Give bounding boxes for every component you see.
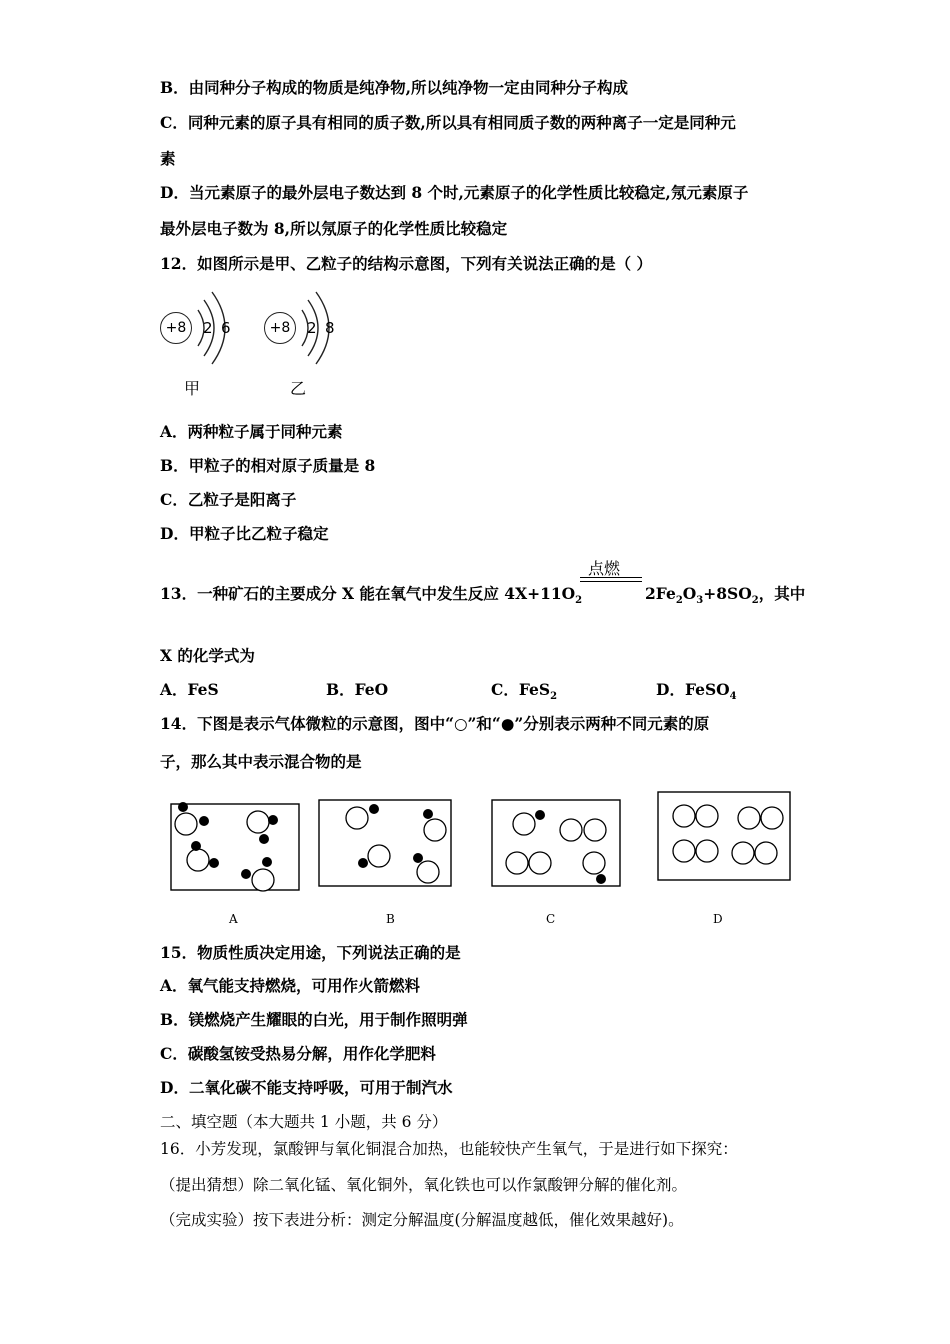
shell2-yi: 8 bbox=[325, 319, 335, 337]
q11-option-d-line1: D．当元素原子的最外层电子数达到 8 个时,元素原子的化学性质比较稳定,氖元素原子 bbox=[160, 183, 749, 202]
q13-stem bbox=[160, 584, 583, 607]
q16-experiment: （完成实验）按下表进分析：测定分解温度(分解温度越低，催化效果越好)。 bbox=[160, 1211, 684, 1229]
q13-option-c bbox=[491, 680, 558, 703]
q13-product-o: O bbox=[682, 584, 697, 603]
label-yi: 乙 bbox=[290, 379, 307, 398]
q11-option-c-line2: 素 bbox=[160, 149, 176, 168]
q13-tail: ，其中 bbox=[758, 584, 806, 603]
q13-option-d-sub: 4 bbox=[729, 691, 737, 703]
q13-product-so: +8SO bbox=[703, 584, 752, 603]
box-label-b: B bbox=[386, 912, 395, 926]
label-jia: 甲 bbox=[184, 379, 201, 398]
particle-box-a bbox=[170, 800, 300, 892]
q11-option-b: B．由同种分子构成的物质是纯净物,所以纯净物一定由同种分子构成 bbox=[160, 78, 628, 97]
q13-sub-fe: 2 bbox=[675, 595, 683, 607]
q12-option-b: B．甲粒子的相对原子质量是 8 bbox=[160, 456, 376, 475]
q13-option-a: A．FeS bbox=[160, 680, 219, 699]
q15-option-a: A．氧气能支持燃烧，可用作火箭燃料 bbox=[160, 976, 421, 995]
box-label-c: C bbox=[546, 912, 556, 926]
q15-stem: 15．物质性质决定用途，下列说法正确的是 bbox=[160, 943, 461, 962]
q13-line2: X 的化学式为 bbox=[160, 646, 255, 665]
equals-line-bottom bbox=[580, 581, 642, 582]
q13-sub-so: 2 bbox=[751, 595, 759, 607]
nucleus-jia: +8 bbox=[160, 312, 192, 344]
q13-option-c-sub: 2 bbox=[550, 691, 558, 703]
q13-product-fe: 2Fe bbox=[645, 584, 676, 603]
q16-stem: 16．小芳发现，氯酸钾与氧化铜混合加热，也能较快产生氧气，于是进行如下探究： bbox=[160, 1140, 738, 1158]
q12-option-c: C．乙粒子是阳离子 bbox=[160, 490, 297, 509]
q16-hypothesis: （提出猜想）除二氧化锰、氧化铜外，氧化铁也可以作氯酸钾分解的催化剂。 bbox=[160, 1176, 688, 1194]
q12-option-d: D．甲粒子比乙粒子稳定 bbox=[160, 524, 329, 543]
q14-stem-line1: 14．下图是表示气体微粒的示意图，图中“○”和“●”分别表示两种不同元素的原 bbox=[160, 714, 710, 733]
q13-stem-prefix: 13．一种矿石的主要成分 X 能在氧气中发生反应 4X+11O bbox=[160, 584, 576, 603]
shell1-jia: 2 bbox=[203, 319, 213, 337]
q13-o2-sub: 2 bbox=[575, 595, 583, 607]
box-label-a: A bbox=[229, 912, 238, 926]
q11-option-c-line1: C．同种元素的原子具有相同的质子数,所以具有相同质子数的两种离子一定是同种元 bbox=[160, 113, 736, 132]
box-label-d: D bbox=[713, 912, 723, 926]
q13-option-d bbox=[656, 680, 737, 703]
particle-box-d bbox=[657, 788, 791, 882]
reaction-condition: 点燃 bbox=[588, 559, 621, 578]
q15-option-c: C．碳酸氢铵受热易分解，用作化学肥料 bbox=[160, 1044, 436, 1063]
particle-box-c bbox=[491, 796, 621, 888]
nucleus-yi: +8 bbox=[264, 312, 296, 344]
q13-option-b: B．FeO bbox=[326, 680, 389, 699]
q12-option-a: A．两种粒子属于同种元素 bbox=[160, 422, 343, 441]
q15-option-b: B．镁燃烧产生耀眼的白光，用于制作照明弹 bbox=[160, 1010, 468, 1029]
shell1-yi: 2 bbox=[307, 319, 317, 337]
q13-sub-o: 3 bbox=[696, 595, 704, 607]
equals-line-top bbox=[580, 577, 642, 578]
section-heading: 二、填空题（本大题共 1 小题，共 6 分） bbox=[160, 1113, 448, 1131]
q14-stem-line2: 子，那么其中表示混合物的是 bbox=[160, 752, 362, 771]
shell2-jia: 6 bbox=[221, 319, 231, 337]
q12-stem: 12．如图所示是甲、乙粒子的结构示意图，下列有关说法正确的是（ ） bbox=[160, 254, 652, 273]
q13-option-c-text: C．FeS bbox=[491, 680, 551, 699]
q15-option-d: D．二氧化碳不能支持呼吸，可用于制汽水 bbox=[160, 1078, 453, 1097]
particle-box-b bbox=[318, 796, 452, 888]
q11-option-d-line2: 最外层电子数为 8,所以氖原子的化学性质比较稳定 bbox=[160, 219, 508, 238]
q13-option-d-text: D．FeSO bbox=[656, 680, 730, 699]
q13-products bbox=[645, 584, 806, 607]
